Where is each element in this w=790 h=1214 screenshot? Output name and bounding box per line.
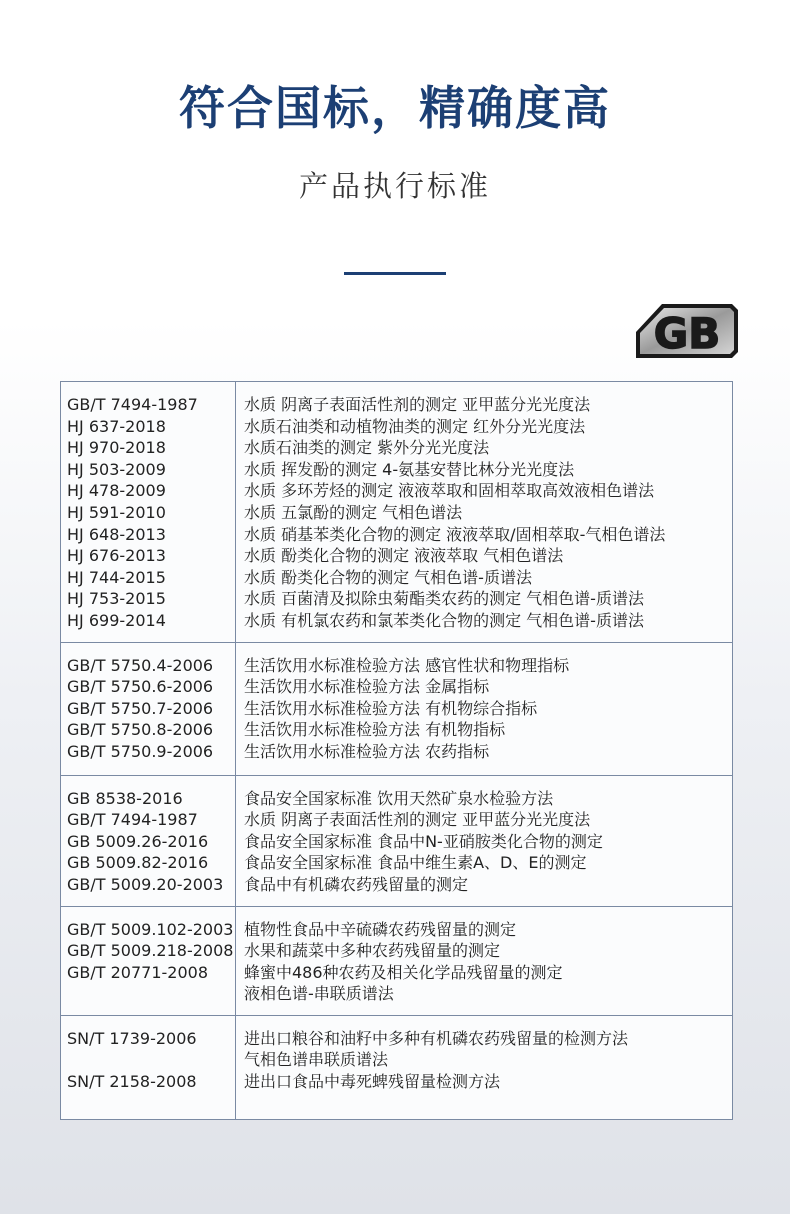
standards-group-row <box>61 382 733 643</box>
standard-code: HJ 648-2013 <box>67 524 166 544</box>
standard-code: GB/T 5750.4-2006 <box>67 655 214 675</box>
standard-name: 生活饮用水标准检验方法 金属指标 <box>244 677 490 697</box>
standard-code: GB 5009.26-2016 <box>67 831 209 851</box>
standard-names-cell <box>236 1015 733 1119</box>
standard-code: GB/T 5009.20-2003 <box>67 874 224 894</box>
standard-code: HJ 676-2013 <box>67 546 166 566</box>
standard-code: HJ 478-2009 <box>67 481 166 501</box>
standard-code: GB/T 5009.218-2008 <box>67 941 233 961</box>
standard-name: 水质 五氯酚的测定 气相色谱法 <box>244 502 463 522</box>
standards-group-row <box>61 1015 733 1119</box>
standard-code: GB/T 5750.7-2006 <box>67 698 214 718</box>
standard-code: HJ 753-2015 <box>67 589 166 609</box>
standard-name: 进出口食品中毒死蜱残留量检测方法 <box>244 1072 501 1092</box>
standard-codes-cell <box>61 1015 236 1119</box>
standard-code: HJ 503-2009 <box>67 459 166 479</box>
standard-codes-cell <box>61 775 236 906</box>
standard-name: 食品安全国家标准 饮用天然矿泉水检验方法 <box>244 788 554 808</box>
standard-code: HJ 744-2015 <box>67 567 166 587</box>
standard-code: GB/T 5750.6-2006 <box>67 677 214 697</box>
standard-code: GB/T 7494-1987 <box>67 395 198 414</box>
standard-code: HJ 637-2018 <box>67 416 166 436</box>
standard-code: GB 8538-2016 <box>67 788 183 808</box>
standard-name: 蜂蜜中486种农药及相关化学品残留量的测定 <box>244 962 563 982</box>
standard-name: 水质 阴离子表面活性剂的测定 亚甲蓝分光光度法 <box>244 395 591 414</box>
standard-name: 气相色谱串联质谱法 <box>244 1050 389 1070</box>
standard-name: 植物性食品中辛硫磷农药残留量的测定 <box>244 919 517 939</box>
standard-code: GB/T 5750.8-2006 <box>67 720 214 740</box>
standard-name: 水质 阴离子表面活性剂的测定 亚甲蓝分光光度法 <box>244 810 591 830</box>
gb-standard-logo-icon <box>634 302 738 360</box>
standard-name: 生活饮用水标准检验方法 有机物综合指标 <box>244 698 538 718</box>
standard-code: GB/T 5750.9-2006 <box>67 741 214 761</box>
standard-code: GB 5009.82-2016 <box>67 853 209 873</box>
standard-code: SN/T 1739-2006 <box>67 1028 197 1048</box>
standard-name: 生活饮用水标准检验方法 农药指标 <box>244 741 490 761</box>
standard-name: 水质石油类和动植物油类的测定 红外分光光度法 <box>244 416 586 436</box>
standard-name: 食品安全国家标准 食品中N-亚硝胺类化合物的测定 <box>244 831 603 851</box>
standard-name: 食品安全国家标准 食品中维生素A、D、E的测定 <box>244 853 587 873</box>
standard-name: 水质 多环芳烃的测定 液液萃取和固相萃取高效液相色谱法 <box>244 481 655 501</box>
gb-logo-text: GB <box>653 309 721 358</box>
standard-name: 生活饮用水标准检验方法 感官性状和物理指标 <box>244 655 570 675</box>
standard-names-cell <box>236 906 733 1015</box>
standard-names-cell <box>236 775 733 906</box>
standard-name: 水质 有机氯农药和氯苯类化合物的测定 气相色谱-质谱法 <box>244 610 644 630</box>
standard-code: GB/T 7494-1987 <box>67 810 198 830</box>
standards-table <box>60 381 733 1120</box>
standards-group-row <box>61 775 733 906</box>
standard-name: 食品中有机磷农药残留量的测定 <box>244 874 469 894</box>
standard-name: 水质 酚类化合物的测定 气相色谱-质谱法 <box>244 567 532 587</box>
standard-codes-cell <box>61 382 236 643</box>
page-title: 符合国标，精确度高 <box>179 81 611 135</box>
standard-code: HJ 591-2010 <box>67 502 166 522</box>
standard-name: 水质石油类的测定 紫外分光光度法 <box>244 438 490 458</box>
standard-name: 生活饮用水标准检验方法 有机物指标 <box>244 720 506 740</box>
standard-names-cell <box>236 382 733 643</box>
standard-codes-cell <box>61 642 236 775</box>
standard-codes-cell <box>61 906 236 1015</box>
standard-name: 水果和蔬菜中多种农药残留量的测定 <box>244 941 501 961</box>
title-divider <box>344 272 446 275</box>
standard-code: GB/T 20771-2008 <box>67 962 209 982</box>
standard-code: GB/T 5009.102-2003 <box>67 919 233 939</box>
standard-name: 水质 百菌清及拟除虫菊酯类农药的测定 气相色谱-质谱法 <box>244 589 644 609</box>
standard-names-cell <box>236 642 733 775</box>
standard-name: 液相色谱-串联质谱法 <box>244 984 394 1004</box>
standard-code: SN/T 2158-2008 <box>67 1072 197 1092</box>
standard-name: 进出口粮谷和油籽中多种有机磷农药残留量的检测方法 <box>244 1028 629 1048</box>
standards-group-row <box>61 642 733 775</box>
page-subtitle: 产品执行标准 <box>298 169 491 203</box>
standard-code: HJ 970-2018 <box>67 438 166 458</box>
standard-name: 水质 酚类化合物的测定 液液萃取 气相色谱法 <box>244 546 564 566</box>
standards-group-row <box>61 906 733 1015</box>
standard-name: 水质 挥发酚的测定 4-氨基安替比林分光光度法 <box>244 459 575 479</box>
standard-code: HJ 699-2014 <box>67 610 166 630</box>
standard-code <box>67 1049 233 1071</box>
standard-name: 水质 硝基苯类化合物的测定 液液萃取/固相萃取-气相色谱法 <box>244 524 666 544</box>
